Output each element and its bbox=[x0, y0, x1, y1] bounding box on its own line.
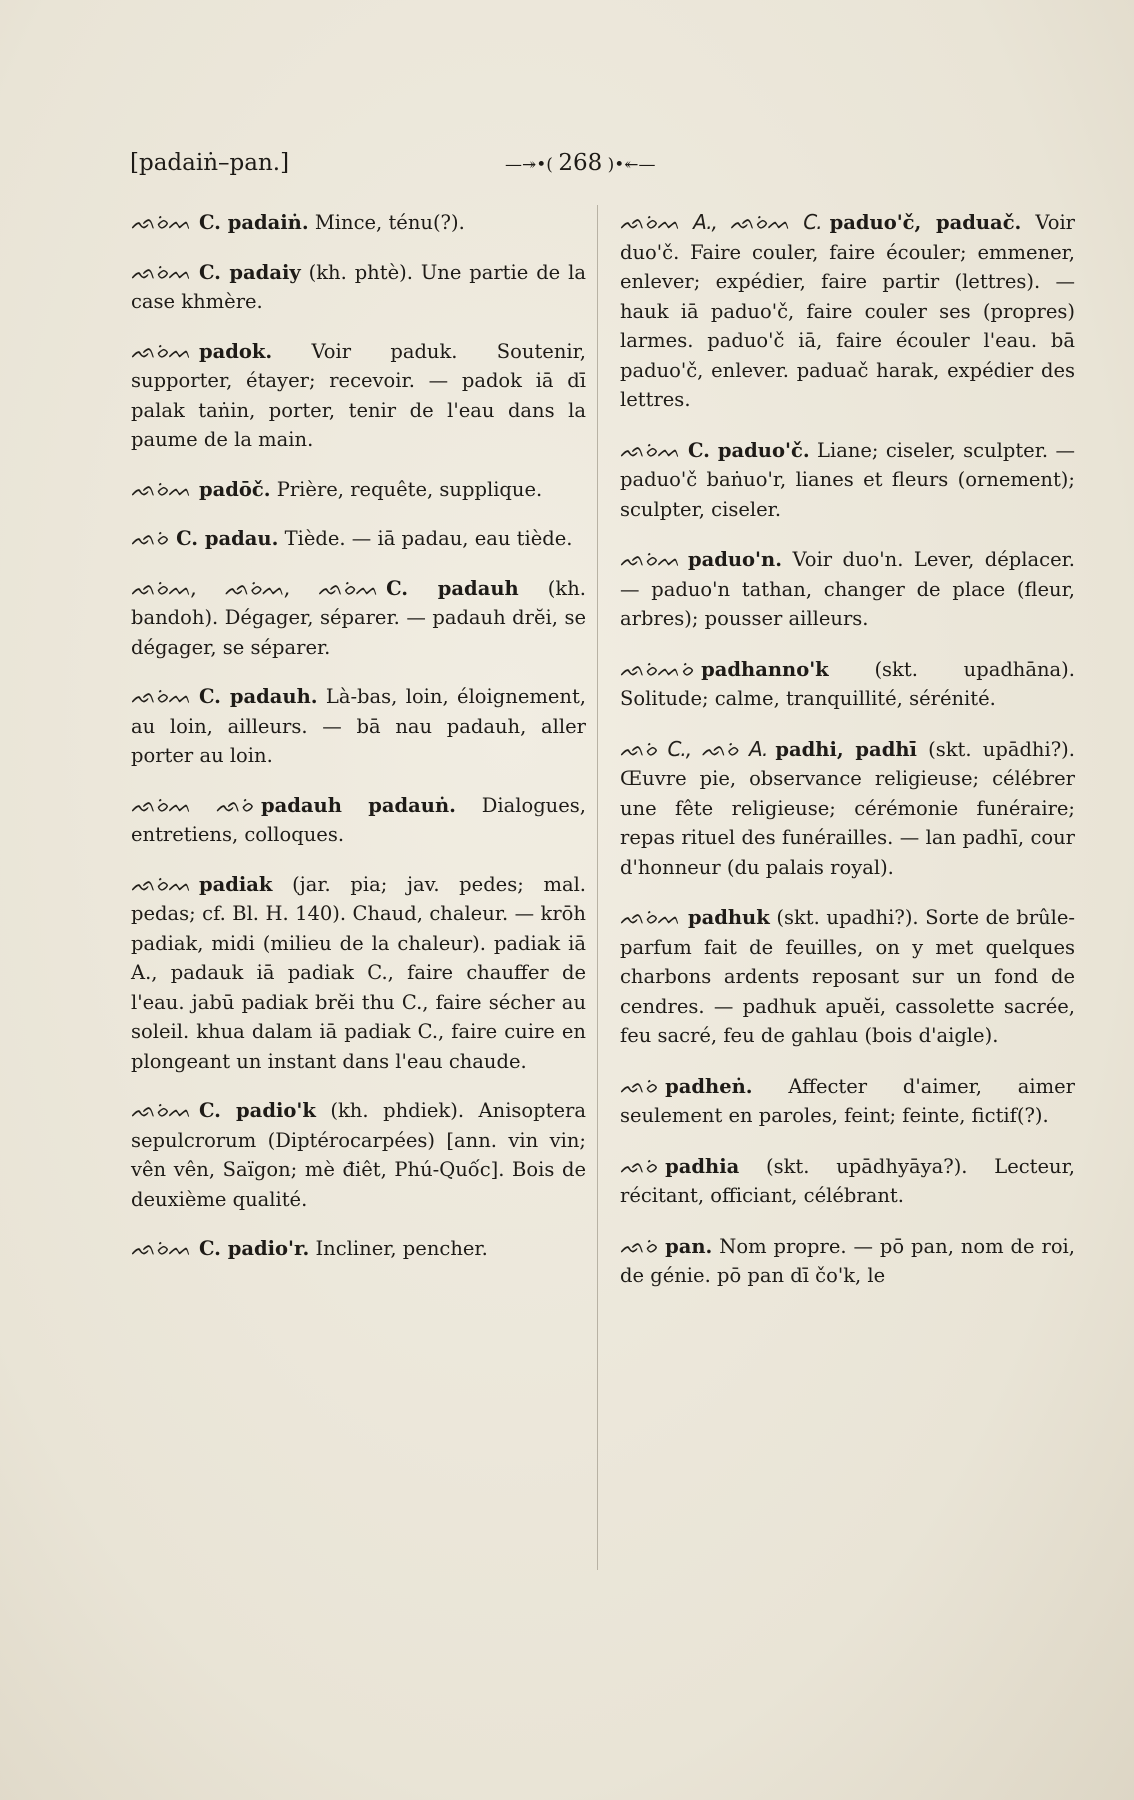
cham-script: ᨒᨔᨗᨓ A., ᨒᨔᨗᨓ C. bbox=[620, 210, 822, 234]
dictionary-entry bbox=[131, 524, 586, 554]
definition: Dialogues, entretiens, colloques. bbox=[131, 793, 586, 846]
dictionary-entry bbox=[131, 682, 586, 771]
definition: (kh. phtè). Une partie de la case khmère. bbox=[131, 260, 586, 313]
definition: (jar. pia; jav. pedes; mal. pedas; cf. Bl. H. 140). Chaud, chaleur. — krōh padiak, midi (milieu de la chaleur). padiak iā A., padauk iā padiak C., faire chauffer de l'eau. jabū padiak brĕi thu C., faire sécher au soleil. khua dalam iā padiak C., faire cuire en plongeant un instant dans l'eau chaude. bbox=[131, 872, 586, 1073]
cham-script: ᨒᨔᨗᨓ bbox=[620, 547, 680, 571]
headword: C. padio'r. bbox=[198, 1237, 310, 1260]
headword: C. padaiṅ. bbox=[198, 211, 309, 234]
headword: padhuk bbox=[687, 906, 770, 929]
definition: (skt. upādhyāya?). Lecteur, récitant, officiant, célébrant. bbox=[620, 1154, 1075, 1207]
headword: padauh padauṅ. bbox=[260, 793, 456, 817]
cham-script: ᨒᨔᨗ C., ᨒᨔᨗ A. bbox=[620, 736, 768, 761]
cham-script: ᨒᨔᨗ bbox=[620, 1153, 658, 1178]
definition: (skt. upadhāna). Solitude; calme, tranquillité, sérénité. bbox=[620, 657, 1075, 710]
dictionary-entry bbox=[620, 735, 1075, 883]
dictionary-entry bbox=[131, 574, 586, 663]
dictionary-entry bbox=[620, 436, 1075, 525]
dictionary-entry bbox=[620, 545, 1075, 634]
cham-script: ᨒᨔᨗᨓ bbox=[620, 905, 680, 929]
headword: paduo'n. bbox=[687, 548, 782, 571]
dictionary-entry bbox=[620, 655, 1075, 714]
cham-script: ᨒᨔᨗᨓ, ᨒᨔᨗᨓ, ᨒᨔᨗᨓ bbox=[131, 575, 379, 600]
definition: Nom propre. — pō pan, nom de roi, de génie. pō pan dī čo'k, le bbox=[620, 1234, 1075, 1287]
headword: C. padau. bbox=[176, 527, 279, 550]
dictionary-entry bbox=[620, 1072, 1075, 1131]
headword: padheṅ. bbox=[665, 1074, 753, 1098]
cham-script: ᨒᨔᨗ bbox=[620, 1073, 658, 1098]
definition: Incliner, pencher. bbox=[309, 1237, 488, 1260]
definition: (kh. bandoh). Dégager, séparer. — padauh drĕi, se dégager, se séparer. bbox=[131, 576, 586, 659]
headword: padhia bbox=[665, 1154, 740, 1178]
definition: Voir paduk. Soutenir, supporter, étayer; recevoir. — padok iā dī palak taṅin, porter, tenir de l'eau dans la paume de la main. bbox=[131, 339, 586, 451]
right-column bbox=[620, 208, 1075, 1312]
cham-script: ᨒᨔᨗᨓ ᨒᨔᨗ bbox=[131, 792, 253, 817]
page-header bbox=[130, 150, 1050, 190]
headword: pan. bbox=[665, 1234, 713, 1258]
dictionary-entry bbox=[131, 258, 586, 317]
cham-script: ᨒᨔᨗᨓ bbox=[131, 871, 191, 896]
dictionary-entry bbox=[131, 1096, 586, 1214]
cham-script: ᨒᨔᨗᨓ bbox=[131, 1236, 191, 1260]
dictionary-entry bbox=[131, 337, 586, 455]
page-number: —↠•( 268 )•↞— bbox=[505, 150, 656, 176]
definition: Affecter d'aimer, aimer seulement en paroles, feint; feinte, fictif(?). bbox=[620, 1074, 1075, 1127]
headword: padōč. bbox=[198, 477, 271, 501]
definition: Voir duo'n. Lever, déplacer. — paduo'n tathan, changer de place (fleur, arbres); pousser ailleurs. bbox=[620, 548, 1075, 630]
cham-script: ᨒᨔᨗᨓ bbox=[131, 1098, 191, 1122]
dictionary-entry bbox=[620, 208, 1075, 415]
headword: C. padauh. bbox=[198, 685, 318, 708]
dictionary-entry bbox=[620, 1152, 1075, 1211]
definition: (skt. upādhi?). Œuvre pie, observance religieuse; célébrer une fête religieuse; cérémonie funéraire; repas rituel des funérailles. — lan padhī, cour d'honneur (du palais royal). bbox=[620, 737, 1075, 879]
definition: Prière, requête, supplique. bbox=[270, 477, 543, 501]
cham-script: ᨒᨔᨗᨓ bbox=[620, 437, 680, 462]
headword: C. padaiy bbox=[198, 260, 301, 284]
cham-script: ᨒᨔᨗᨓᨔᨗ bbox=[620, 656, 694, 681]
running-title: [padaiṅ–pan.] bbox=[130, 150, 290, 176]
cham-script: ᨒᨔᨗᨓ bbox=[131, 476, 191, 501]
headword: padok. bbox=[198, 339, 273, 363]
definition: Voir duo'č. Faire couler, faire écouler; emmener, enlever; expédier, faire partir (lettres). — hauk iā paduo'č, faire couler ses (propres) larmes. paduo'č iā, faire écouler l'eau. bā paduo'č, enlever. paduač harak, expédier des lettres. bbox=[620, 211, 1076, 411]
cham-script: ᨒᨔᨗ bbox=[131, 526, 169, 550]
definition: Mince, ténu(?). bbox=[308, 211, 465, 234]
dictionary-entry bbox=[131, 1234, 586, 1264]
cham-script: ᨒᨔᨗᨓ bbox=[131, 684, 191, 708]
dictionary-entry bbox=[131, 791, 586, 850]
headword: C. padauh bbox=[386, 576, 519, 600]
headword: C. paduo'č. bbox=[687, 438, 810, 462]
cham-script: ᨒᨔᨗ bbox=[620, 1233, 658, 1258]
definition: (skt. upadhi?). Sorte de brûle-parfum fait de feuilles, on y met quelques charbons ardents reposant sur un fond de cendres. — padhuk apuĕi, cassolette sacrée, feu sacré, feu de gahlau (bois d'aigle). bbox=[620, 906, 1075, 1047]
definition: Tiède. — iā padau, eau tiède. bbox=[278, 527, 573, 550]
column-divider bbox=[597, 205, 598, 1570]
cham-script: ᨒᨔᨗᨓ bbox=[131, 210, 191, 234]
definition: Liane; ciseler, sculpter. — paduo'č baṅuo'r, lianes et fleurs (ornement); sculpter, ciseler. bbox=[620, 438, 1075, 521]
headword: padhi, padhī bbox=[775, 737, 917, 761]
dictionary-entry bbox=[131, 208, 586, 238]
dictionary-entry bbox=[131, 475, 586, 505]
headword: padhanno'k bbox=[701, 657, 829, 681]
definition: (kh. phdiek). Anisoptera sepulcrorum (Diptérocarpées) [ann. vin vin; vên vên, Saïgon; mè điêt, Phú-Quốc]. Bois de deuxième qualité. bbox=[131, 1099, 586, 1211]
definition: Là-bas, loin, éloignement, au loin, ailleurs. — bā nau padauh, aller porter au loin. bbox=[131, 685, 586, 767]
headword: paduo'č, paduač. bbox=[829, 211, 1022, 234]
headword: C. padio'k bbox=[198, 1099, 316, 1122]
left-column bbox=[131, 208, 586, 1284]
dictionary-entry bbox=[620, 1232, 1075, 1291]
dictionary-entry bbox=[131, 870, 586, 1077]
headword: padiak bbox=[198, 872, 273, 896]
dictionary-entry bbox=[620, 903, 1075, 1051]
cham-script: ᨒᨔᨗᨓ bbox=[131, 259, 191, 284]
cham-script: ᨒᨔᨗᨓ bbox=[131, 338, 191, 363]
